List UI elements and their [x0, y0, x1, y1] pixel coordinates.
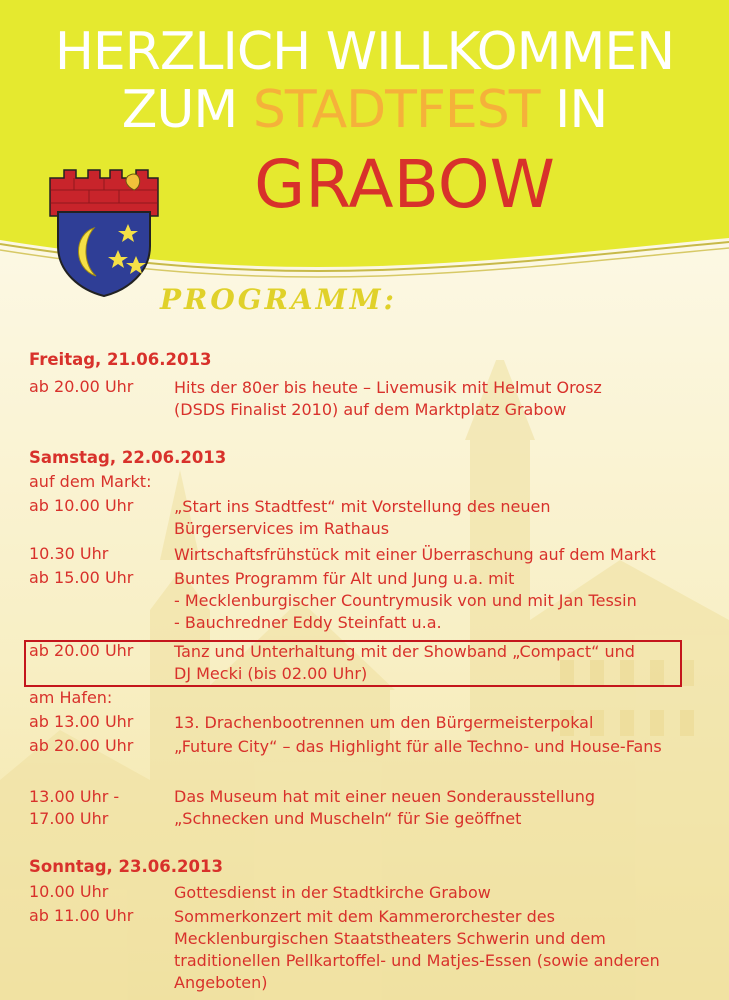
event-line: (DSDS Finalist 2010) auf dem Marktplatz Grabow: [174, 400, 567, 419]
event-description: [174, 544, 656, 566]
sunday-date: Sonntag, 23.06.2013: [29, 857, 223, 876]
event-description: [174, 712, 593, 734]
event-description: [174, 496, 550, 540]
event-line: Hits der 80er bis heute – Livemusik mit Helmut Orosz: [174, 378, 602, 397]
welcome-line-2-suffix: IN: [539, 80, 608, 140]
event-description: [174, 736, 662, 758]
event-line: 13. Drachenbootrennen um den Bürgermeisterpokal: [174, 713, 594, 732]
welcome-line-1: HERZLICH WILLKOMMEN: [54, 22, 675, 82]
event-time-end: 17.00 Uhr: [29, 809, 109, 828]
event-time: ab 15.00 Uhr: [29, 568, 134, 587]
event-description: [174, 882, 491, 904]
market-label: auf dem Markt:: [29, 472, 152, 491]
programm-heading: PROGRAMM:: [160, 283, 397, 316]
event-line: Sommerkonzert mit dem Kammerorchester des: [174, 907, 555, 926]
event-time: ab 11.00 Uhr: [29, 906, 134, 925]
event-line: Das Museum hat mit einer neuen Sonderausstellung: [174, 787, 596, 806]
event-line: DJ Mecki (bis 02.00 Uhr): [174, 664, 368, 683]
event-time: 10.30 Uhr: [29, 544, 109, 563]
event-line: Mecklenburgischen Staatstheaters Schwerin und dem: [174, 929, 606, 948]
saturday-date: Samstag, 22.06.2013: [29, 448, 227, 467]
coat-of-arms-moon-stars-icon: [44, 168, 164, 298]
highlight-box: [24, 640, 682, 687]
event-line: Gottesdienst in der Stadtkirche Grabow: [174, 883, 491, 902]
event-line: „Schnecken und Muscheln“ für Sie geöffnet: [174, 809, 522, 828]
event-line: - Mecklenburgischer Countrymusik von und mit Jan Tessin: [174, 591, 637, 610]
event-line: - Bauchredner Eddy Steinfatt u.a.: [174, 613, 442, 632]
event-time: 10.00 Uhr: [29, 882, 109, 901]
event-description: [174, 906, 660, 994]
welcome-line-2-prefix: ZUM: [121, 80, 253, 140]
event-description: [174, 377, 602, 421]
friday-date: Freitag, 21.06.2013: [29, 350, 212, 369]
event-line: Bürgerservices im Rathaus: [174, 519, 390, 538]
city-name: GRABOW: [254, 146, 555, 223]
harbor-label: am Hafen:: [29, 688, 113, 707]
event-time: ab 20.00 Uhr: [29, 641, 134, 660]
event-line: „Future City“ – das Highlight für alle Techno- und House-Fans: [174, 737, 662, 756]
event-line: Angeboten): [174, 973, 268, 992]
event-time: ab 13.00 Uhr: [29, 712, 134, 731]
welcome-line-2: [0, 80, 729, 140]
stadtfest-word: STADTFEST: [252, 80, 540, 140]
event-time-start: 13.00 Uhr -: [29, 787, 120, 806]
event-description: [174, 568, 637, 634]
event-description: [174, 786, 595, 830]
event-time: ab 20.00 Uhr: [29, 736, 134, 755]
event-line: traditionellen Pellkartoffel- und Matjes-Essen (sowie anderen: [174, 951, 660, 970]
event-time: [29, 786, 119, 830]
event-line: Tanz und Unterhaltung mit der Showband „Compact“ und: [174, 642, 635, 661]
event-line: Buntes Programm für Alt und Jung u.a. mit: [174, 569, 515, 588]
event-time: ab 10.00 Uhr: [29, 496, 134, 515]
event-line: Wirtschaftsfrühstück mit einer Überraschung auf dem Markt: [174, 545, 656, 564]
event-time: ab 20.00 Uhr: [29, 377, 134, 396]
event-line: „Start ins Stadtfest“ mit Vorstellung des neuen: [174, 497, 551, 516]
